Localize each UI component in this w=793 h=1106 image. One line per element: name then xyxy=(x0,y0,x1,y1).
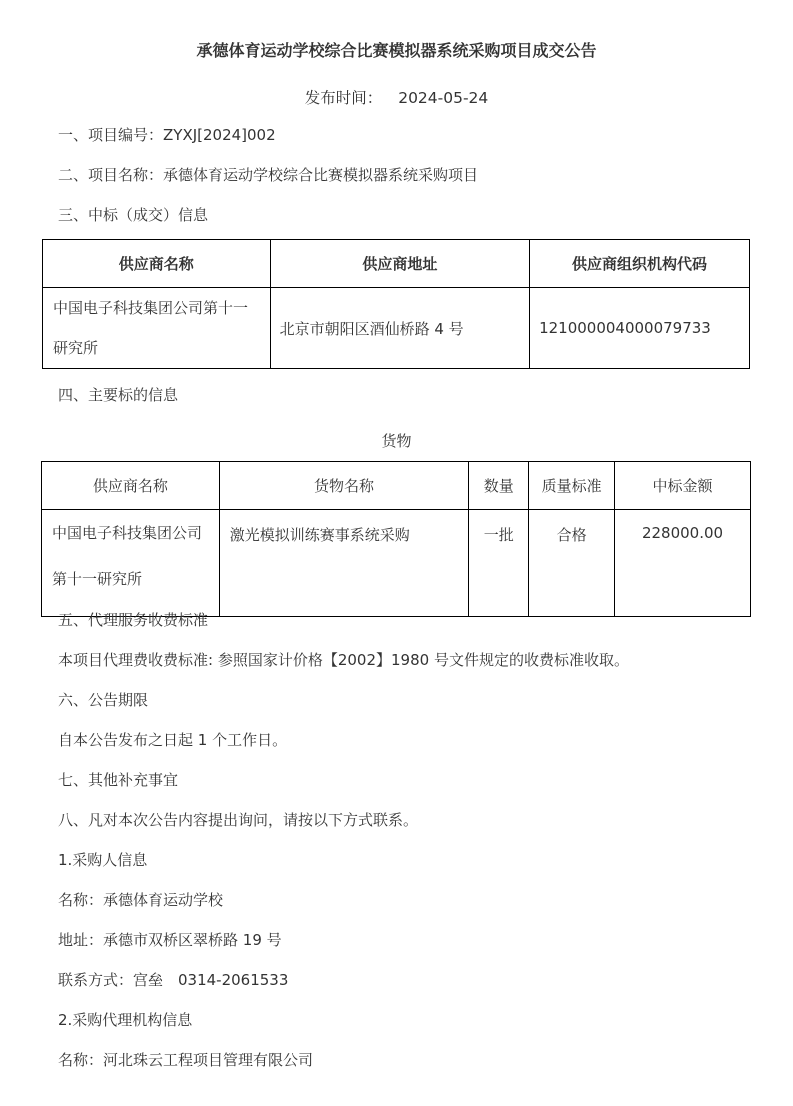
publish-time-label: 发布时间： xyxy=(304,89,383,107)
winner-supplier-code-cell: 121000004000079733 xyxy=(530,288,750,369)
page-title: 承德体育运动学校综合比赛模拟器系统采购项目成交公告 xyxy=(196,41,597,60)
goods-table-header: 质量标准 xyxy=(529,462,615,510)
goods-supplier-line2: 第十一研究所 xyxy=(52,570,143,588)
winner-table-header: 供应商组织机构代码 xyxy=(530,240,750,288)
section-inquiry: 八、凡对本次公告内容提出询问，请按以下方式联系。 xyxy=(58,811,419,829)
goods-amount-cell: 228000.00 xyxy=(615,510,751,617)
agency-name: 名称：河北珠云工程项目管理有限公司 xyxy=(58,1051,314,1069)
winner-table xyxy=(42,239,750,369)
goods-name-cell: 激光模拟训练赛事系统采购 xyxy=(219,510,469,617)
purchaser-contact: 联系方式：宫垒 0314-2061533 xyxy=(58,971,289,989)
purchaser-heading: 1.采购人信息 xyxy=(58,851,148,869)
section-project-number: 一、项目编号：ZYXJ[2024]002 xyxy=(58,126,276,144)
table-row xyxy=(42,510,751,617)
section-main-subject: 四、主要标的信息 xyxy=(58,386,179,404)
winner-table-header: 供应商地址 xyxy=(270,240,529,288)
agency-heading: 2.采购代理机构信息 xyxy=(58,1011,193,1029)
purchaser-address: 地址：承德市双桥区翠桥路 19 号 xyxy=(58,931,282,949)
goods-supplier-cell xyxy=(42,510,220,617)
winner-supplier-name-line1: 中国电子科技集团公司第十一 xyxy=(53,299,249,317)
section-project-name: 二、项目名称：承德体育运动学校综合比赛模拟器系统采购项目 xyxy=(58,166,479,184)
section-winner-info: 三、中标（成交）信息 xyxy=(58,206,209,224)
agency-fee-text: 本项目代理费收费标准: 参照国家计价格【2002】1980 号文件规定的收费标准收取。 xyxy=(58,651,629,669)
goods-caption: 货物 xyxy=(381,432,412,450)
publish-time-date: 2024-05-24 xyxy=(398,89,489,107)
goods-table-header: 中标金额 xyxy=(615,462,751,510)
winner-supplier-address-cell: 北京市朝阳区酒仙桥路 4 号 xyxy=(270,288,529,369)
winner-table-header-row xyxy=(43,240,750,288)
purchaser-name: 名称：承德体育运动学校 xyxy=(58,891,224,909)
goods-table-header: 数量 xyxy=(469,462,529,510)
table-row xyxy=(43,288,750,369)
goods-quality-cell: 合格 xyxy=(529,510,615,617)
goods-supplier-line1: 中国电子科技集团公司 xyxy=(52,524,203,542)
section-notice-period: 六、公告期限 xyxy=(58,691,149,709)
section-other-matters: 七、其他补充事宜 xyxy=(58,771,179,789)
goods-table-header: 供应商名称 xyxy=(42,462,220,510)
goods-quantity-cell: 一批 xyxy=(469,510,529,617)
goods-table xyxy=(41,461,751,617)
winner-supplier-name-cell xyxy=(43,288,271,369)
winner-table-header: 供应商名称 xyxy=(43,240,271,288)
goods-table-header-row xyxy=(42,462,751,510)
goods-table-header: 货物名称 xyxy=(219,462,469,510)
section-agency-fee: 五、代理服务收费标准 xyxy=(58,611,209,629)
publish-time xyxy=(0,86,793,108)
winner-supplier-name-line2: 研究所 xyxy=(53,339,99,357)
notice-period-text: 自本公告发布之日起 1 个工作日。 xyxy=(58,731,288,749)
